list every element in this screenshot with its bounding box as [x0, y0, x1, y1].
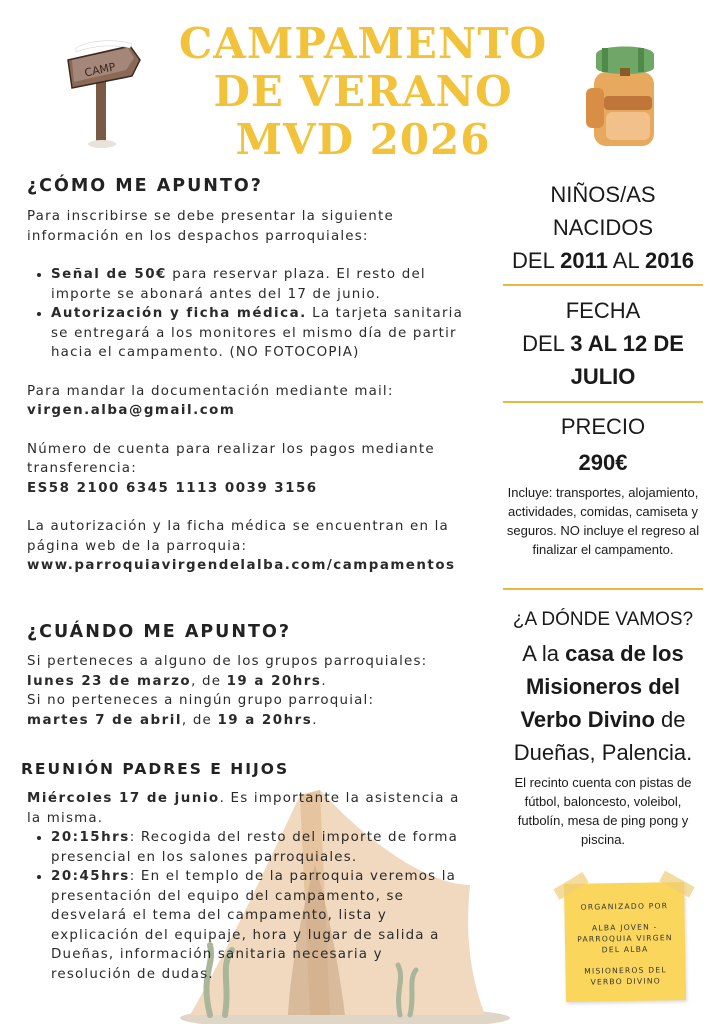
auth-text: La tarjeta sanitaria se entregará a los monitores el mismo día de partir hacia el campamento. (NO FOTOCOPIA) [51, 306, 463, 360]
organizer-1: ALBA JOVEN - PARROQUIA VIRGEN DEL ALBA [577, 922, 673, 955]
kids-line-2: NACIDOS [552, 215, 654, 240]
web-link[interactable]: www.parroquiavirgendelalba.com/campamentos [27, 558, 456, 573]
account-number: ES58 2100 6345 1113 0039 3156 [27, 480, 318, 496]
how-intro: Para inscribirse se debe presentar la siguiente información en los despachos parroquiales: [27, 209, 394, 244]
where-note: El recinto cuenta con pistas de fútbol, baloncesto, voleibol, futbolín, mesa de ping pong y piscina. [514, 775, 692, 847]
when-section [27, 652, 472, 730]
tape [659, 871, 695, 898]
meeting-intro: Miércoles 17 de junio. Es importante la asistencia a la misma. [27, 791, 460, 826]
mail-address[interactable]: virgen.alba@gmail.com [27, 403, 236, 418]
price-note: Incluye: transportes, alojamiento, actividades, comidas, camiseta y seguros. NO incluye el regreso al finalizar el campamento. [506, 485, 700, 557]
meeting-section [27, 789, 467, 984]
title-line-3: MVD 2026 [235, 115, 491, 164]
mail-text: Para mandar la documentación mediante mail: [27, 383, 394, 399]
how-heading: ¿CÓMO ME APUNTO? [27, 176, 263, 196]
where-question: ¿A DÓNDE VAMOS? [512, 609, 694, 630]
price-value: 290€ [578, 450, 628, 475]
when-line-2: Si no perteneces a ningún grupo parroquial: [27, 693, 375, 708]
when-heading: ¿CUÁNDO ME APUNTO? [27, 622, 292, 642]
deposit-label: Señal de 50€ [51, 267, 167, 282]
organizer-2: MISIONEROS DEL VERBO DIVINO [584, 965, 667, 987]
account-text: Número de cuenta para realizar los pagos mediante transferencia: [27, 441, 435, 476]
date-line-3: JULIO [570, 364, 636, 389]
date-label: FECHA [565, 298, 641, 323]
list-item: • 20:15hrs: Recogida del resto del importe de forma presencial en los salones parroquiales. [51, 828, 467, 867]
event-title [150, 20, 576, 164]
kids-line-1: NIÑOS/AS [550, 182, 656, 207]
where-box [503, 607, 703, 849]
when-date-1: lunes 23 de marzo, de 19 a 20hrs. [27, 673, 327, 689]
list-item [51, 265, 467, 304]
when-line-1: Si perteneces a alguno de los grupos parroquiales: [27, 654, 428, 669]
how-bullets [27, 265, 467, 363]
list-item: • 20:45hrs: En el templo de la parroquia veremos la presentación del equipo del campamento, se desvelará el tema del campamento, lista y explicación del equipaje, hora y lugar de salida a Dueñas, información sanitaria necesaria y resolución de dudas. [51, 867, 467, 984]
divider [503, 401, 703, 403]
auth-label: Autorización y ficha médica. [51, 306, 307, 321]
divider [503, 588, 703, 590]
backpack-icon [578, 42, 668, 150]
title-line-2: DE VERANO [213, 67, 513, 116]
date-line-2: DEL 3 AL 12 DE [522, 331, 684, 356]
meeting-bullets [27, 828, 467, 984]
tape [553, 872, 588, 900]
web-text: La autorización y la ficha médica se encuentran en la página web de la parroquia: [27, 519, 449, 554]
kids-box [503, 178, 703, 277]
list-item [51, 304, 467, 363]
organizers-note [564, 882, 686, 1002]
when-date-2: martes 7 de abril, de 19 a 20hrs. [27, 712, 318, 728]
sign-label: CAMP [83, 60, 117, 80]
price-box [503, 410, 703, 559]
deposit-text: para reservar plaza. El resto del importe se abonará antes del 17 de junio. [51, 267, 426, 302]
price-label: PRECIO [560, 414, 646, 439]
where-answer: A la casa de los Misioneros del Verbo Divino de Dueñas, Palencia. [513, 641, 693, 765]
organizers-title: ORGANIZADO POR [580, 901, 669, 912]
camp-sign-icon [62, 38, 144, 150]
how-section [27, 207, 467, 576]
kids-line-3: DEL 2011 AL 2016 [512, 248, 694, 273]
title-line-1: CAMPAMENTO [178, 19, 548, 68]
meeting-heading: REUNIÓN PADRES E HIJOS [21, 760, 290, 778]
divider [503, 284, 703, 286]
date-box [503, 294, 703, 393]
